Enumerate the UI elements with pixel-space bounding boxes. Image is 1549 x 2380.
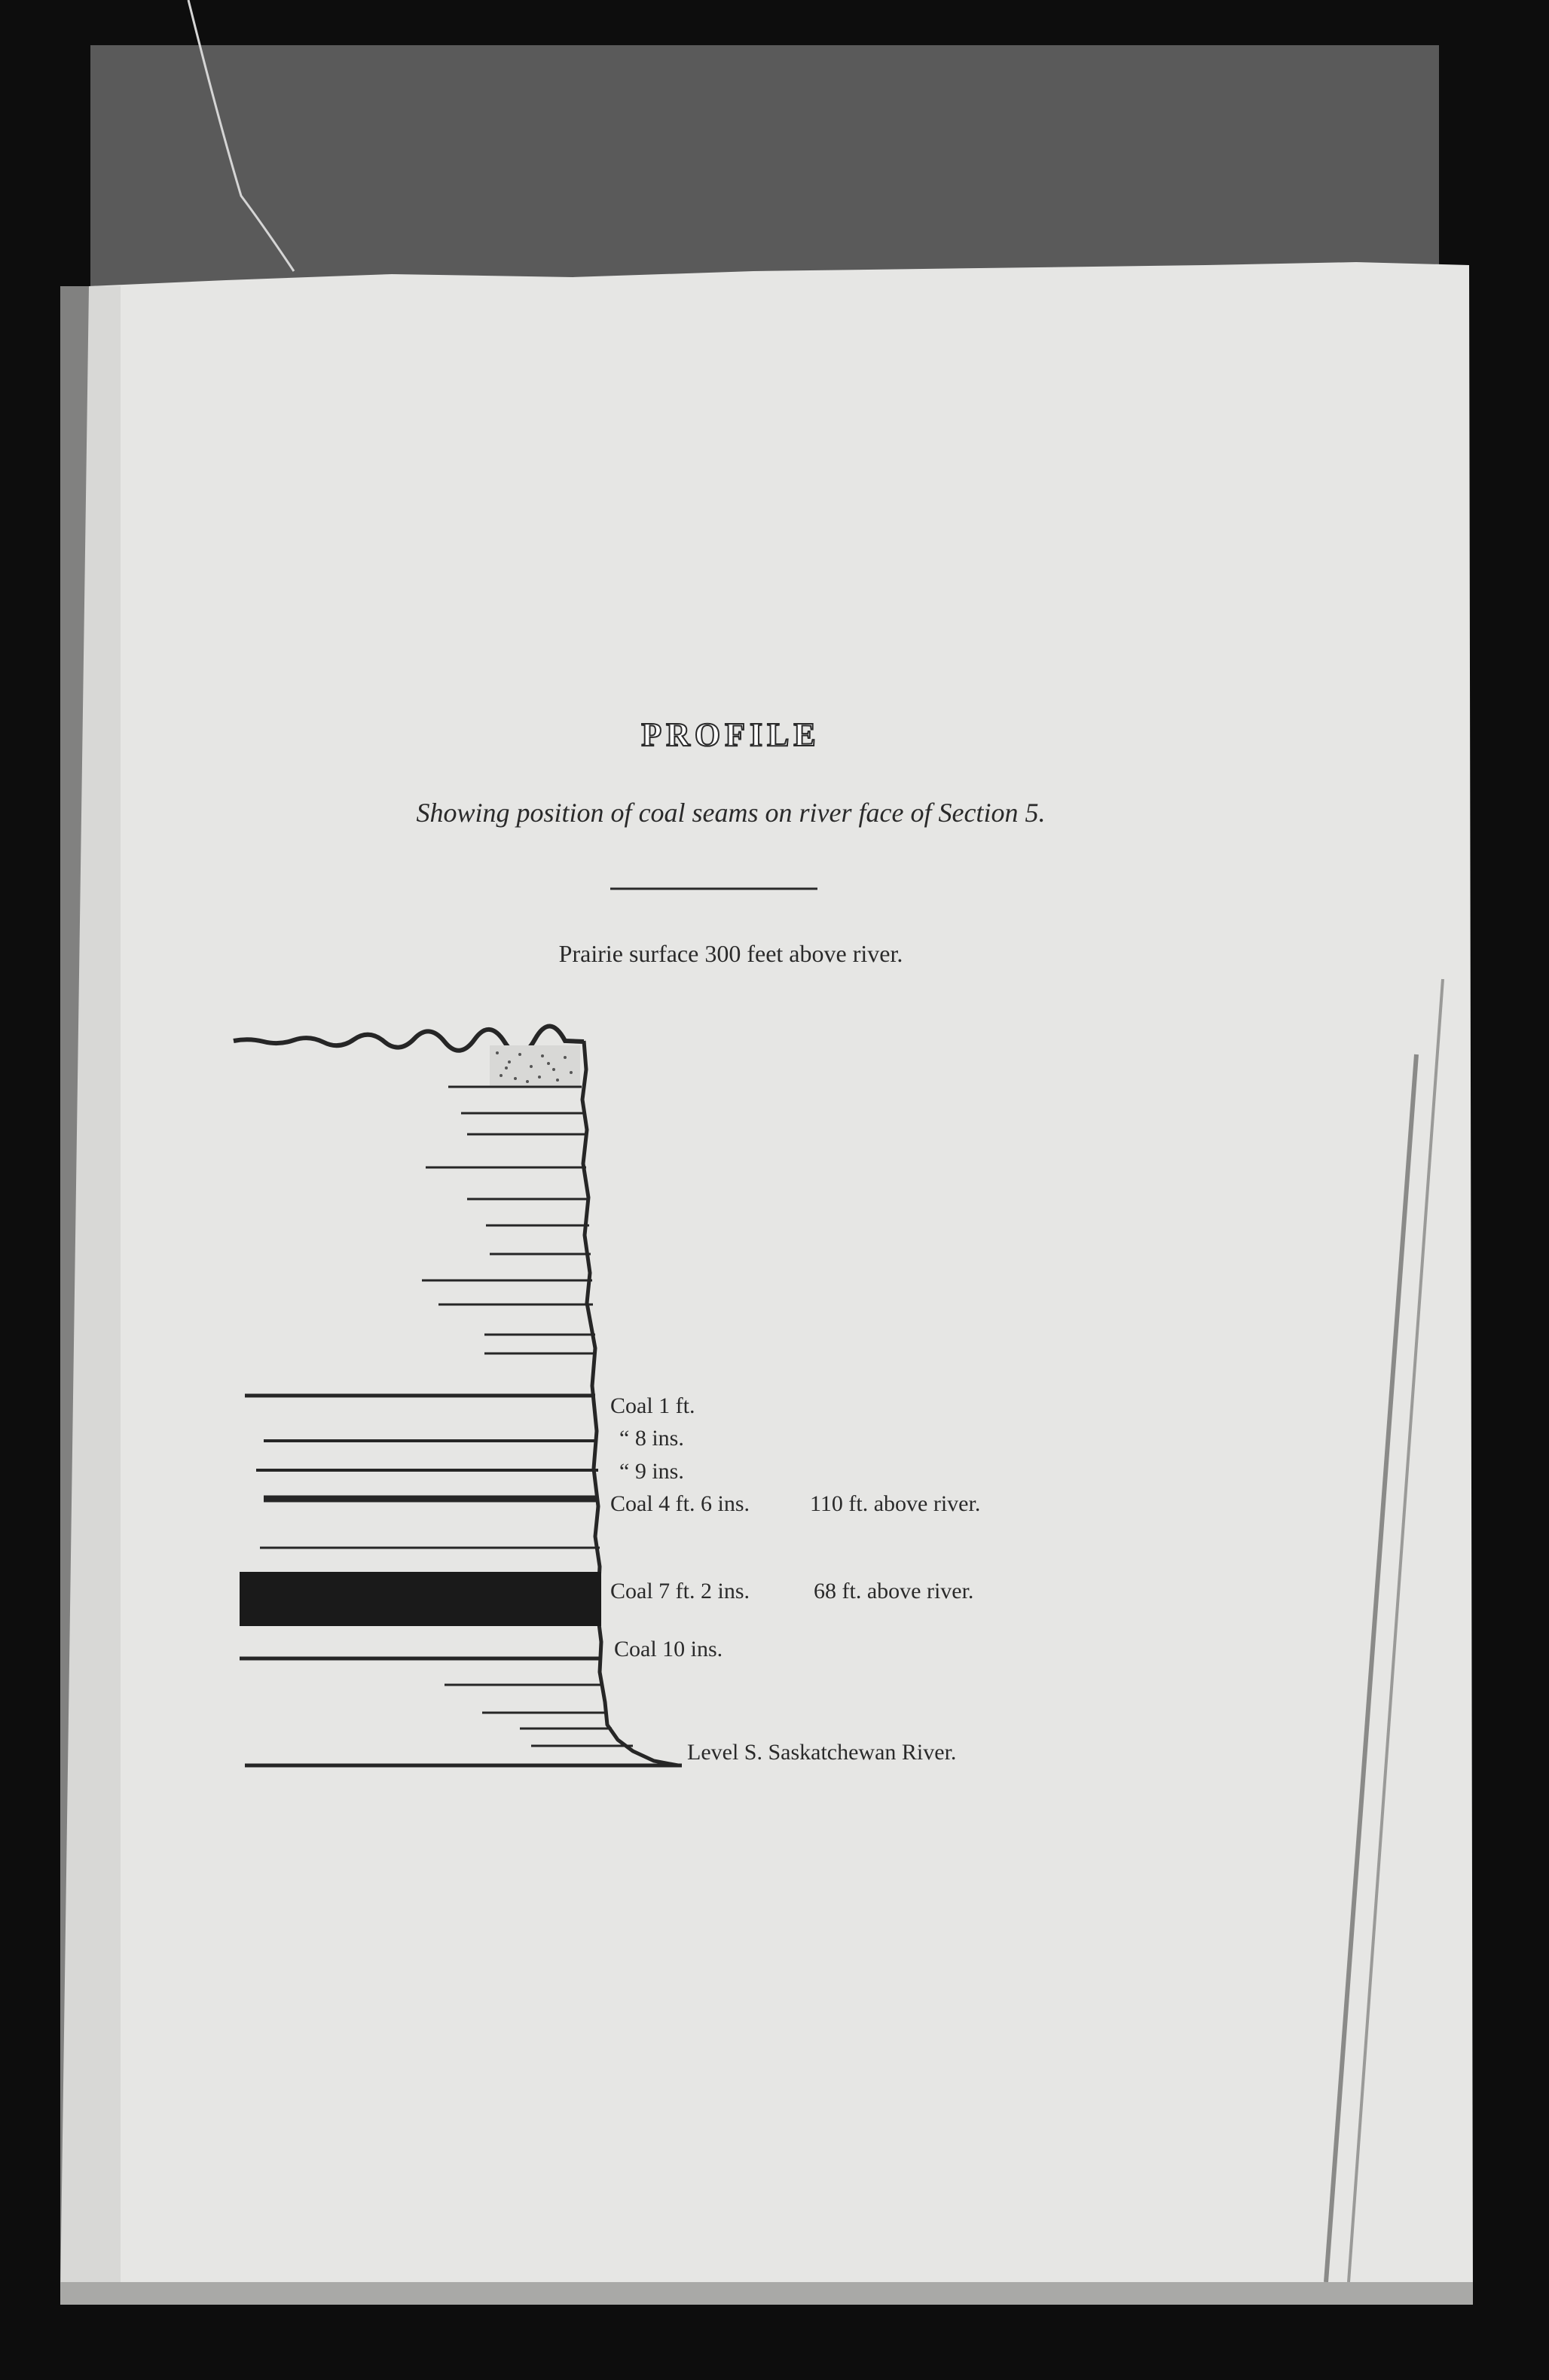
coal-seams bbox=[240, 1396, 601, 1658]
seam-label: “ 9 ins. bbox=[619, 1459, 684, 1484]
surface-gravel-block bbox=[490, 1045, 580, 1087]
seam-label: Coal 1 ft. bbox=[610, 1393, 695, 1418]
seam-label: Coal 7 ft. 2 ins. bbox=[610, 1579, 750, 1603]
seam-label: Coal 4 ft. 6 ins. bbox=[610, 1491, 750, 1516]
seam-height-note: 110 ft. above river. bbox=[810, 1491, 981, 1516]
page-subtitle: Showing position of coal seams on river face of Section 5. bbox=[416, 798, 1046, 828]
seam-label: Coal 10 ins. bbox=[614, 1637, 723, 1661]
seam-label: “ 8 ins. bbox=[619, 1426, 684, 1451]
strata-lines bbox=[422, 1087, 596, 1353]
prairie-surface-note: Prairie surface 300 feet above river. bbox=[558, 940, 903, 967]
seam-7ft-2ins bbox=[240, 1572, 601, 1626]
page-title: PROFILE bbox=[641, 716, 820, 753]
seam-height-note: 68 ft. above river. bbox=[814, 1579, 974, 1603]
river-level-label: Level S. Saskatchewan River. bbox=[687, 1740, 957, 1765]
